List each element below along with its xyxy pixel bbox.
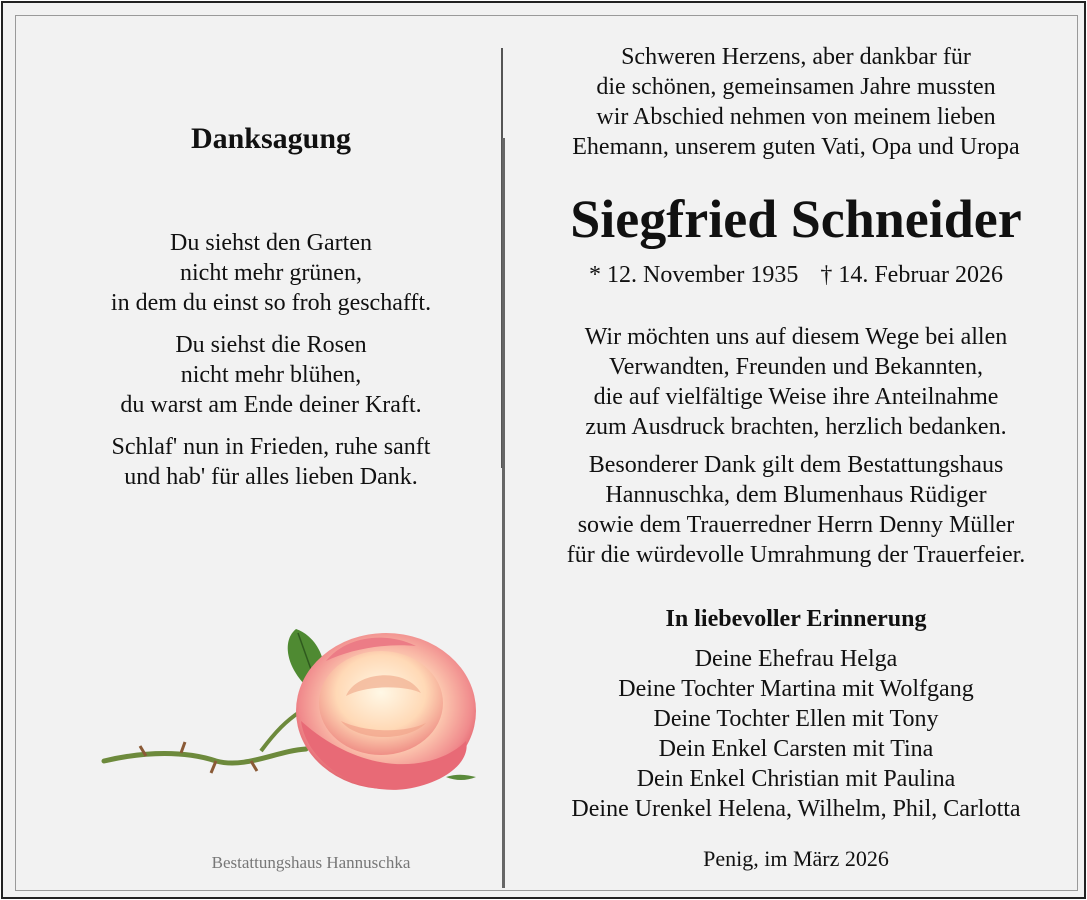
- poem-stanza: [56, 330, 486, 420]
- poem-line: Schlaf' nun in Frieden, ruhe sanft: [111, 434, 431, 460]
- thanks-line: Hannuschka, dem Blumenhaus Rüdiger: [605, 482, 987, 508]
- thanks-line: sowie dem Trauerredner Herrn Denny Müller: [577, 512, 1015, 538]
- notice-frame: [1, 1, 1086, 899]
- rose-icon: [86, 601, 486, 801]
- family-member: Deine Urenkel Helena, Wilhelm, Phil, Carlotta: [571, 796, 1021, 822]
- thanks-text: [526, 322, 1066, 578]
- family-member: Dein Enkel Christian mit Paulina: [636, 766, 956, 792]
- thanks-line: zum Ausdruck brachten, herzlich bedanken.: [585, 414, 1007, 440]
- thanks-line: die auf vielfältige Weise ihre Anteilnahme: [593, 384, 999, 410]
- intro-line: Ehemann, unserem guten Vati, Opa und Uropa: [572, 134, 1020, 160]
- right-column: [526, 16, 1066, 890]
- poem-line: Du siehst den Garten: [170, 230, 372, 256]
- birth-date: * 12. November 1935: [589, 262, 799, 288]
- deceased-name: Siegfried Schneider: [570, 189, 1022, 249]
- poem-line: nicht mehr grünen,: [180, 260, 362, 286]
- thanks-paragraph: [526, 322, 1066, 442]
- intro-text: [526, 42, 1066, 162]
- thanks-line: Wir möchten uns auf diesem Wege bei allen: [584, 324, 1008, 350]
- family-member: Deine Tochter Ellen mit Tony: [653, 706, 939, 732]
- poem-line: du warst am Ende deiner Kraft.: [120, 392, 422, 418]
- family-member: Dein Enkel Carsten mit Tina: [658, 736, 934, 762]
- life-dates: [526, 262, 1066, 289]
- family-member: Deine Ehefrau Helga: [694, 646, 898, 672]
- poem-stanza: [56, 432, 486, 492]
- notice-inner-frame: [15, 15, 1078, 891]
- funeral-home-credit: Bestattungshaus Hannuschka: [211, 853, 411, 872]
- poem-line: und hab' für alles lieben Dank.: [124, 464, 418, 490]
- family-member: Deine Tochter Martina mit Wolfgang: [618, 676, 974, 702]
- poem: [56, 228, 486, 504]
- thanks-line: Besonderer Dank gilt dem Bestattungshaus: [588, 452, 1004, 478]
- intro-line: Schweren Herzens, aber dankbar für: [621, 44, 971, 70]
- place-date: Penig, im März 2026: [703, 846, 889, 871]
- memory-heading: In liebevoller Erinnerung: [665, 606, 927, 632]
- left-column: [56, 16, 486, 890]
- notice-title: Danksagung: [190, 122, 352, 155]
- poem-stanza: [56, 228, 486, 318]
- poem-line: nicht mehr blühen,: [180, 362, 362, 388]
- family-list: [526, 644, 1066, 824]
- poem-line: in dem du einst so froh geschafft.: [110, 290, 432, 316]
- poem-line: Du siehst die Rosen: [175, 332, 367, 358]
- thanks-line: Verwandten, Freunden und Bekannten,: [609, 354, 983, 380]
- intro-line: die schönen, gemeinsamen Jahre mussten: [596, 74, 996, 100]
- intro-line: wir Abschied nehmen von meinem lieben: [596, 104, 996, 130]
- thanks-line: für die würdevolle Umrahmung der Trauerfeier.: [566, 542, 1026, 568]
- death-date: † 14. Februar 2026: [820, 262, 1003, 288]
- thanks-paragraph: [526, 450, 1066, 570]
- column-divider: [501, 48, 505, 888]
